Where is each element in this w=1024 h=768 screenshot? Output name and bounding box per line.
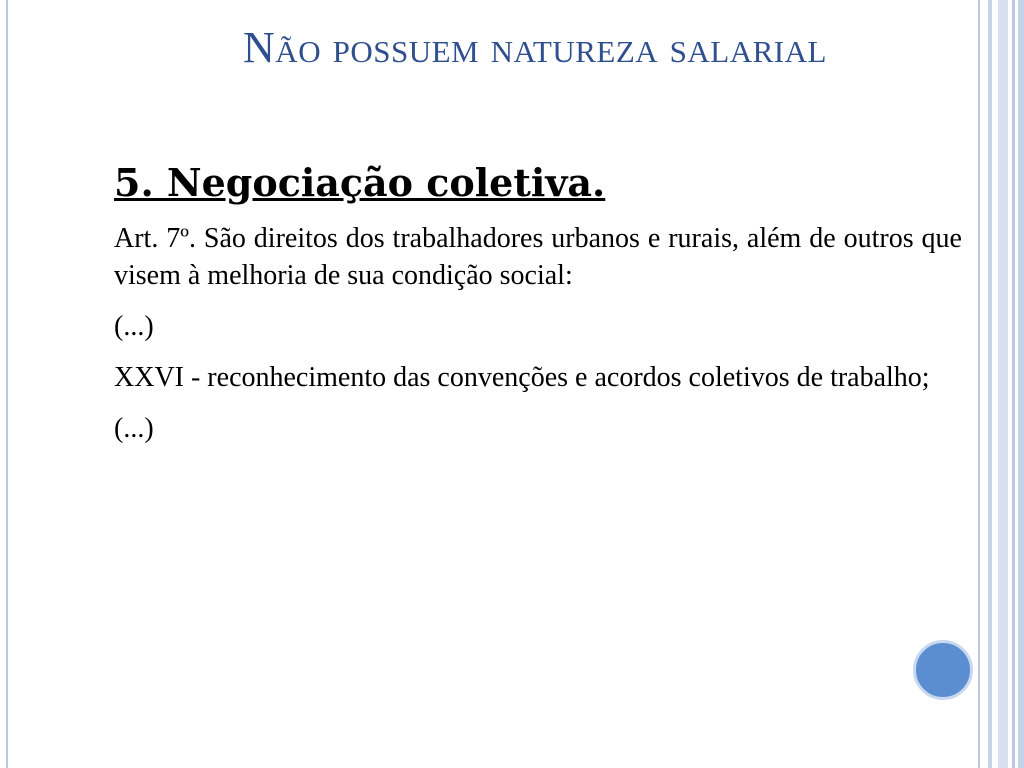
stripe	[978, 0, 980, 768]
slide-body	[114, 160, 962, 461]
stripe	[988, 0, 992, 768]
stripe	[1018, 0, 1024, 768]
body-paragraph: (...)	[114, 311, 154, 342]
decorative-circle-icon	[913, 640, 973, 700]
body-paragraph: XXVI - reconhecimento das convenções e acordos coletivos de trabalho;	[114, 362, 930, 393]
left-frame-line	[6, 0, 8, 768]
slide-title: Não possuem natureza salarial	[243, 23, 827, 72]
stripe	[998, 0, 1008, 768]
stripe	[1012, 0, 1015, 768]
right-decorative-stripes	[978, 0, 1024, 768]
body-paragraph: Art. 7º. São direitos dos trabalhadores urbanos e rurais, além de outros que visem à melhoria de sua condição social:	[114, 223, 962, 291]
section-heading: 5. Negociação coletiva.	[114, 160, 606, 205]
body-paragraph: (...)	[114, 413, 154, 444]
